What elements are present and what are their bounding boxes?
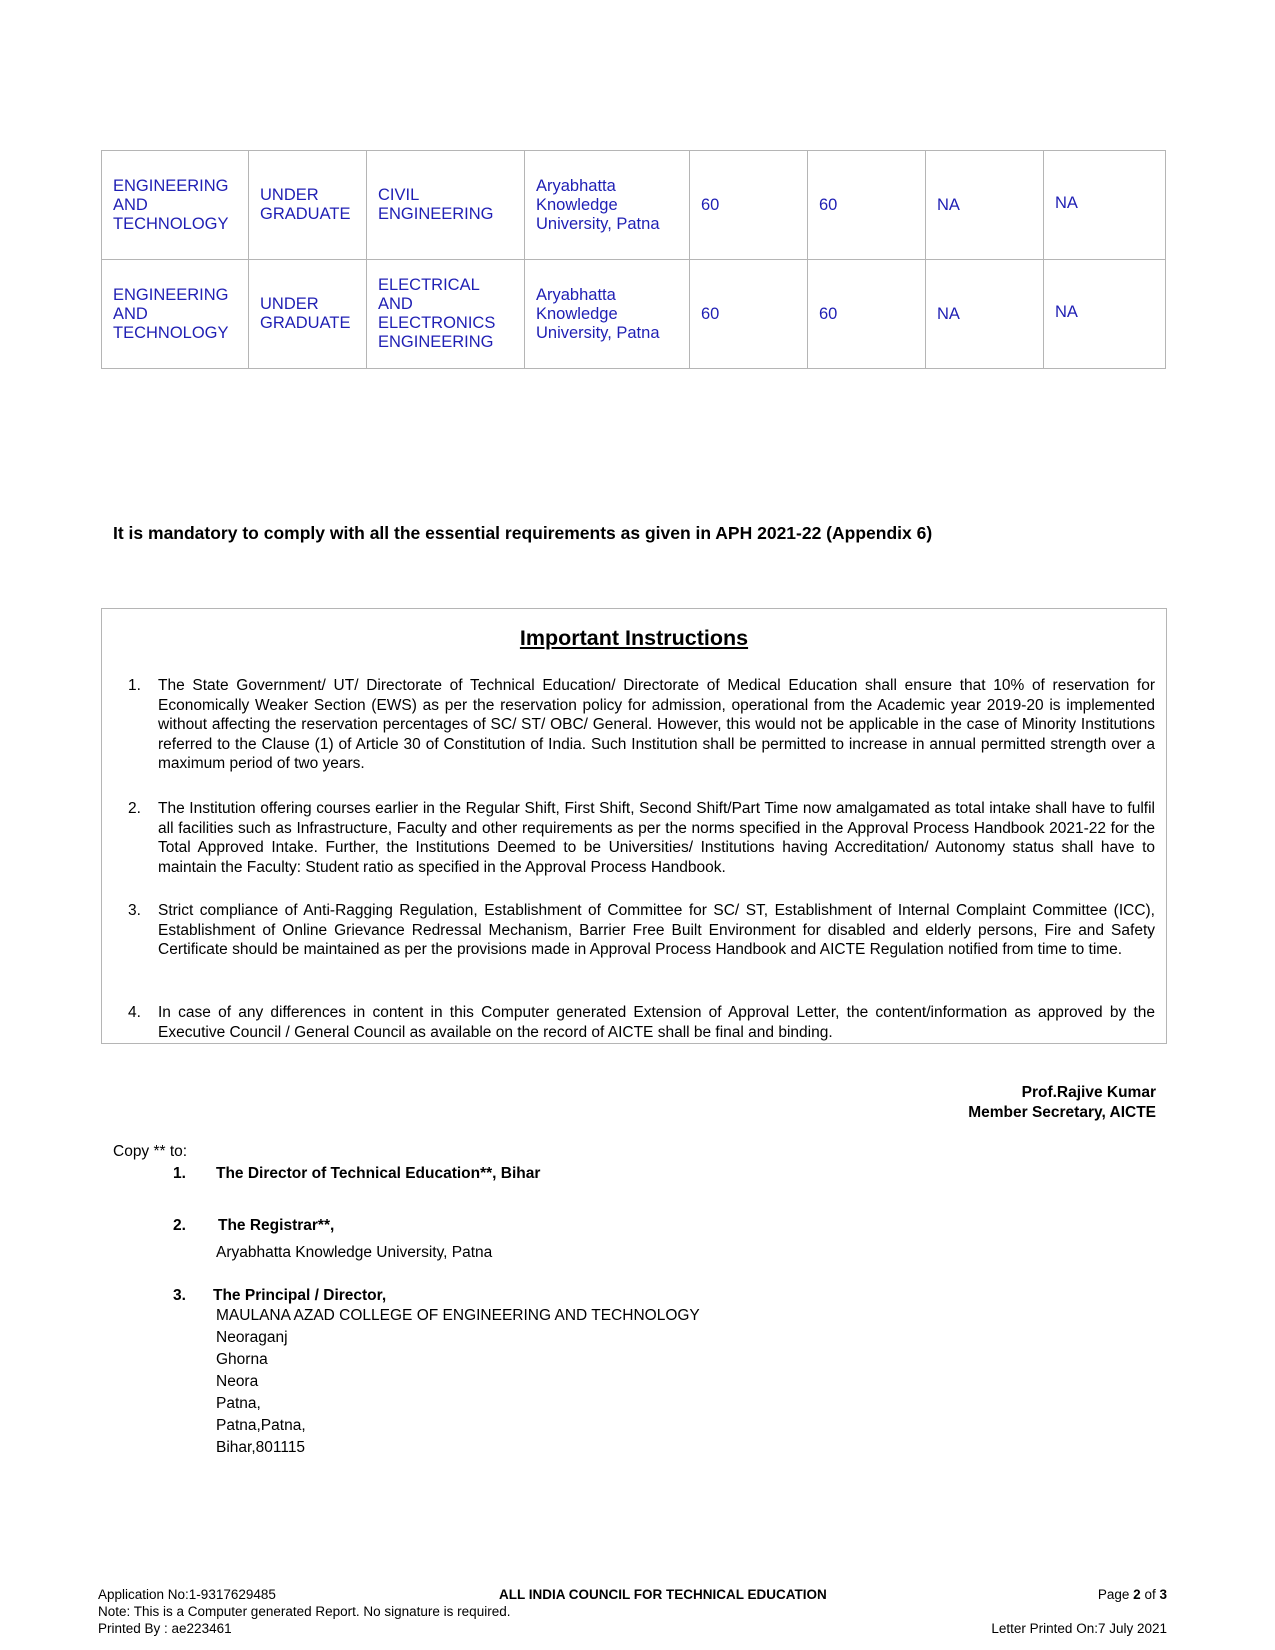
pio-cell: NA <box>1044 151 1166 260</box>
mandatory-note: It is mandatory to comply with all the essential requirements as given in APH 2021-22 (Appendix 6) <box>113 523 933 543</box>
page-total: 3 <box>1159 1587 1167 1602</box>
recipient-number: 1. <box>173 1165 186 1182</box>
table-row <box>102 151 1166 260</box>
instructions-title: Important Instructions <box>519 626 749 650</box>
address-line: Patna, <box>216 1395 261 1412</box>
address-line: Neoraganj <box>216 1329 288 1346</box>
intake-approved-cell: 60 <box>690 151 808 260</box>
affiliation-cell: Aryabhatta Knowledge University, Patna <box>525 151 690 260</box>
organization-name: ALL INDIA COUNCIL FOR TECHNICAL EDUCATION <box>499 1587 827 1602</box>
recipient-name: The Director of Technical Education**, Bihar <box>216 1165 541 1182</box>
nri-cell: NA <box>926 260 1044 369</box>
recipient-name: The Registrar**, <box>218 1217 335 1234</box>
address-line: MAULANA AZAD COLLEGE OF ENGINEERING AND TECHNOLOGY <box>216 1307 700 1324</box>
page-of: of <box>1144 1587 1156 1602</box>
page-current: 2 <box>1133 1587 1141 1602</box>
address-line: Neora <box>216 1373 259 1390</box>
instruction-number: 4. <box>128 1004 141 1021</box>
instruction-number: 1. <box>128 677 141 694</box>
instruction-number: 2. <box>128 800 141 817</box>
application-number: Application No:1-9317629485 <box>98 1587 276 1602</box>
affiliation-cell: Aryabhatta Knowledge University, Patna <box>525 260 690 369</box>
pio-cell: NA <box>1044 260 1166 369</box>
printed-on: Letter Printed On:7 July 2021 <box>991 1621 1167 1636</box>
signatory-name: Prof.Rajive Kumar <box>1021 1084 1156 1101</box>
recipient-number: 3. <box>173 1287 186 1304</box>
page-number <box>1098 1586 1167 1603</box>
instructions-box <box>101 608 1167 1044</box>
computer-generated-note: Note: This is a Computer generated Report. No signature is required. <box>98 1604 511 1619</box>
course-cell: CIVIL ENGINEERING <box>367 151 525 260</box>
address-line: Patna,Patna, <box>216 1417 306 1434</box>
recipient-name: The Principal / Director, <box>213 1287 387 1304</box>
copy-to-label: Copy ** to: <box>113 1143 188 1160</box>
recipient-address <box>216 1305 700 1459</box>
instruction-text: Strict compliance of Anti-Ragging Regulation, Establishment of Committee for SC/ ST, Establishment of Internal Complaint Committee (ICC), Establishment of Online Grievance Redressal Mechanism, Barrier Free Built Environment for disabled and elderly persons, Fire and Safety Certificate should be maintained as per the provisions made in Approval Process Handbook and AICTE Regulation notified from time to time. <box>158 902 1155 958</box>
printed-by: Printed By : ae223461 <box>98 1621 232 1636</box>
instruction-text: The State Government/ UT/ Directorate of Technical Education/ Directorate of Medical Education shall ensure that 10% of reservation for Economically Weaker Section (EWS) as per the reservation policy for admission, operational from the Academic year 2019-20 is implemented without affecting the reservation percentages of SC/ ST/ OBC/ General. However, this would not be applicable in the case of Minority Institutions referred to the Clause (1) of Article 30 of Constitution of India. Such Institution shall be permitted to increase in annual permitted strength over a maximum period of two years. <box>158 677 1155 772</box>
course-table <box>101 150 1166 369</box>
recipient-number: 2. <box>173 1217 186 1234</box>
address-line: Bihar,801115 <box>216 1439 306 1456</box>
signatory-designation: Member Secretary, AICTE <box>968 1104 1156 1121</box>
program-cell: ENGINEERING AND TECHNOLOGY <box>102 260 249 369</box>
page-label: Page <box>1097 1587 1130 1602</box>
intake-extension-cell: 60 <box>808 260 926 369</box>
table-row <box>102 260 1166 369</box>
intake-extension-cell: 60 <box>808 151 926 260</box>
instruction-number: 3. <box>128 902 141 919</box>
course-cell: ELECTRICAL AND ELECTRONICS ENGINEERING <box>367 260 525 369</box>
level-cell: UNDER GRADUATE <box>249 151 367 260</box>
recipient-address: Aryabhatta Knowledge University, Patna <box>216 1244 493 1261</box>
level-cell: UNDER GRADUATE <box>249 260 367 369</box>
instruction-text: The Institution offering courses earlier in the Regular Shift, First Shift, Second Shift/Part Time now amalgamated as total intake shall have to fulfil all facilities such as Infrastructure, Faculty and other requirements as per the norms specified in the Approval Process Handbook 2021-22 for the Total Approved Intake. Further, the Institutions Deemed to be Universities/ Institutions having Accreditation/ Autonomy status shall have to maintain the Faculty: Student ratio as specified in the Approval Process Handbook. <box>158 800 1155 876</box>
instruction-text: In case of any differences in content in this Computer generated Extension of Approval Letter, the content/information as approved by the Executive Council / General Council as available on the record of AICTE shall be final and binding. <box>158 1004 1155 1041</box>
intake-approved-cell: 60 <box>690 260 808 369</box>
program-cell: ENGINEERING AND TECHNOLOGY <box>102 151 249 260</box>
address-line: Ghorna <box>216 1351 268 1368</box>
nri-cell: NA <box>926 151 1044 260</box>
